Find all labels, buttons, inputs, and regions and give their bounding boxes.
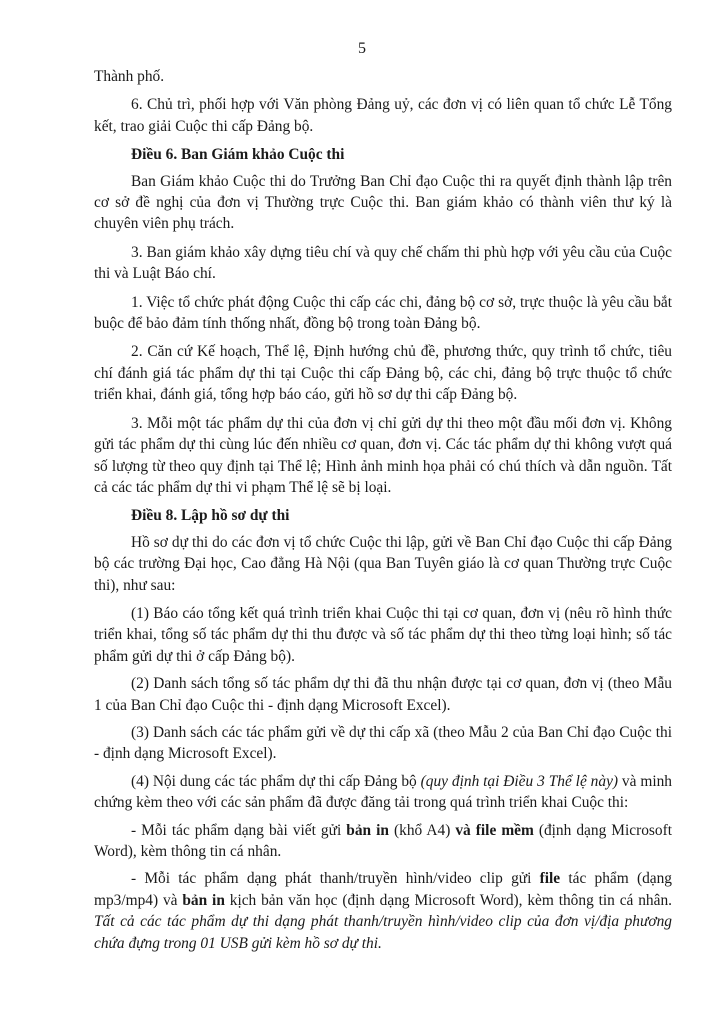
paragraph xyxy=(94,868,672,954)
paragraph: (2) Danh sách tổng số tác phẩm dự thi đã thu nhận được tại cơ quan, đơn vị (theo Mẫu 1 của Ban Chỉ đạo Cuộc thi - định dạng Microsoft Excel). xyxy=(94,675,672,714)
bold-text: bản in xyxy=(182,891,225,909)
text-run: (định dạng Microsoft Word), kèm thông tin cá nhân. xyxy=(94,821,672,860)
paragraph: 3. Ban giám khảo xây dựng tiêu chí và quy chế chấm thi phù hợp với yêu cầu của Cuộc thi và Luật Báo chí. xyxy=(94,243,672,283)
text-run: (4) Nội dung các tác phẩm dự thi cấp Đảng bộ xyxy=(131,772,421,790)
paragraph: (3) Danh sách các tác phẩm gửi về dự thi cấp xã (theo Mẫu 2 của Ban Chỉ đạo Cuộc thi - định dạng Microsoft Excel). xyxy=(94,723,672,763)
page-number: 5 xyxy=(358,40,366,57)
paragraph xyxy=(94,820,672,863)
paragraph: 2. Căn cứ Kế hoạch, Thể lệ, Định hướng chủ đề, phương thức, quy trình tổ chức, tiêu chí đánh giá tác phẩm dự thi tại Cuộc thi cấp Đảng bộ, các chi, đảng bộ trực thuộc tổ chức triển khai, đánh giá, tổng hợp báo cáo, gửi hồ sơ dự thi cấp Đảng bộ. xyxy=(94,343,672,404)
text-run: - Mỗi tác phẩm dạng bài viết gửi xyxy=(131,821,347,839)
italic-text: (quy định tại Điều 3 Thể lệ này) xyxy=(420,772,619,790)
paragraph: 1. Việc tổ chức phát động Cuộc thi cấp các chi, đảng bộ cơ sở, trực thuộc là yêu cầu bắt buộc để bảo đảm tính thống nhất, đồng bộ trong toàn Đảng bộ. xyxy=(94,293,672,333)
bold-text: file xyxy=(539,870,561,888)
section-heading: Điều 8. Lập hồ sơ dự thi xyxy=(131,507,290,525)
text-run: (khổ A4) xyxy=(388,821,456,839)
italic-text: Tất cả các tác phẩm dự thi dạng phát thanh/truyền hình/video clip của đơn vị/địa phương chứa đựng trong 01 USB gửi kèm hồ sơ dự thi. xyxy=(94,913,672,952)
document-body xyxy=(94,66,672,960)
paragraph: 3. Mỗi một tác phẩm dự thi của đơn vị chỉ gửi dự thi theo một đầu mối đơn vị. Không gửi tác phẩm dự thi cùng lúc đến nhiều cơ quan, đơn vị. Các tác phẩm dự thi không vượt quá số lượng từ theo quy định tại Thể lệ; Hình ảnh minh họa phải có chú thích và dẫn nguồn. Tất cả các tác phẩm dự thi vi phạm Thể lệ sẽ bị loại. xyxy=(94,414,672,496)
paragraph xyxy=(94,771,672,814)
section-heading: Điều 6. Ban Giám khảo Cuộc thi xyxy=(131,146,345,164)
bold-text: bản in xyxy=(346,821,389,839)
text-run: - Mỗi tác phẩm dạng phát thanh/truyền hình/video clip gửi xyxy=(131,870,540,888)
paragraph: Hồ sơ dự thi do các đơn vị tổ chức Cuộc thi lập, gửi về Ban Chỉ đạo Cuộc thi cấp Đảng bộ các trường Đại học, Cao đẳng Hà Nội (qua Ban Tuyên giáo là cơ quan Thường trực Cuộc thi), như sau: xyxy=(94,533,672,594)
text-run: và minh chứng kèm theo với các sản phẩm đã được đăng tải trong quá trình triển khai Cuộc thi: xyxy=(94,772,672,812)
text-run: tác phẩm (dạng mp3/mp4) và xyxy=(94,870,672,909)
paragraph: (1) Báo cáo tổng kết quá trình triển khai Cuộc thi tại cơ quan, đơn vị (nêu rõ hình thức triển khai, tổng số tác phẩm dự thi thu được và số tác phẩm dự thi theo từng loại hình; số tác phẩm gửi dự thi ở cấp Đảng bộ). xyxy=(94,604,672,665)
text-run: kịch bản văn học (định dạng Microsoft Word), kèm thông tin cá nhân. xyxy=(224,891,672,909)
paragraph: Thành phố. xyxy=(94,68,165,85)
paragraph: 6. Chủ trì, phối hợp với Văn phòng Đảng uỷ, các đơn vị có liên quan tổ chức Lễ Tổng kết, trao giải Cuộc thi cấp Đảng bộ. xyxy=(94,96,672,135)
bold-text: và file mềm xyxy=(455,821,534,839)
paragraph: Ban Giám khảo Cuộc thi do Trưởng Ban Chỉ đạo Cuộc thi ra quyết định thành lập trên cơ sở đề nghị của đơn vị Thường trực Cuộc thi. Ban giám khảo có thành viên thư ký là chuyên viên phụ trách. xyxy=(94,172,672,233)
